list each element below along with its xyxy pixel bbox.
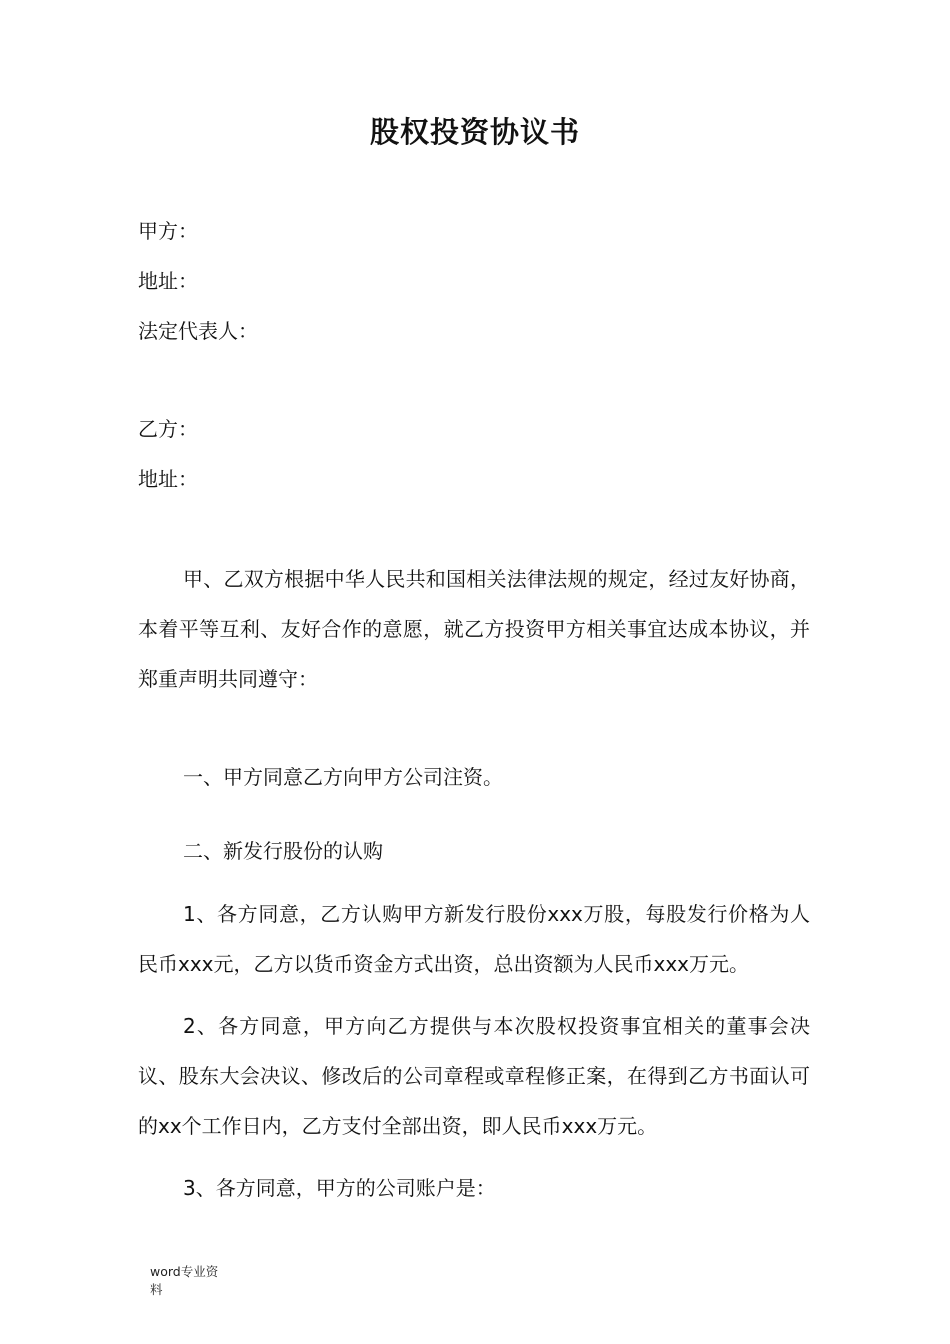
party-b-address-label: 地址： bbox=[138, 467, 198, 491]
party-a-address-label: 地址： bbox=[138, 269, 198, 293]
section-2-heading: 二、新发行股份的认购 bbox=[183, 839, 383, 863]
footer-watermark: word专业资料 bbox=[150, 1264, 219, 1297]
section-1-heading: 一、甲方同意乙方向甲方公司注资。 bbox=[183, 765, 503, 789]
party-a-label: 甲方： bbox=[138, 219, 198, 243]
document-title: 股权投资协议书 bbox=[369, 115, 580, 149]
clause-2-paragraph: 2、各方同意，甲方向乙方提供与本次股权投资事宜相关的董事会决议、股东大会决议、修改后的公司章程或章程修正案，在得到乙方书面认可的xx个工作日内，乙方支付全部出资，即人民币xxx万元。 bbox=[138, 1014, 810, 1138]
clause-1-paragraph: 1、各方同意，乙方认购甲方新发行股份xxx万股，每股发行价格为人民币xxx元，乙方以货币资金方式出资，总出资额为人民币xxx万元。 bbox=[138, 902, 810, 976]
clause-3-paragraph: 3、各方同意，甲方的公司账户是： bbox=[183, 1176, 496, 1200]
preamble-paragraph: 甲、乙双方根据中华人民共和国相关法律法规的规定，经过友好协商，本着平等互利、友好合作的意愿，就乙方投资甲方相关事宜达成本协议，并郑重声明共同遵守： bbox=[138, 567, 810, 691]
party-a-representative-label: 法定代表人： bbox=[138, 319, 258, 343]
party-b-label: 乙方： bbox=[138, 417, 198, 441]
